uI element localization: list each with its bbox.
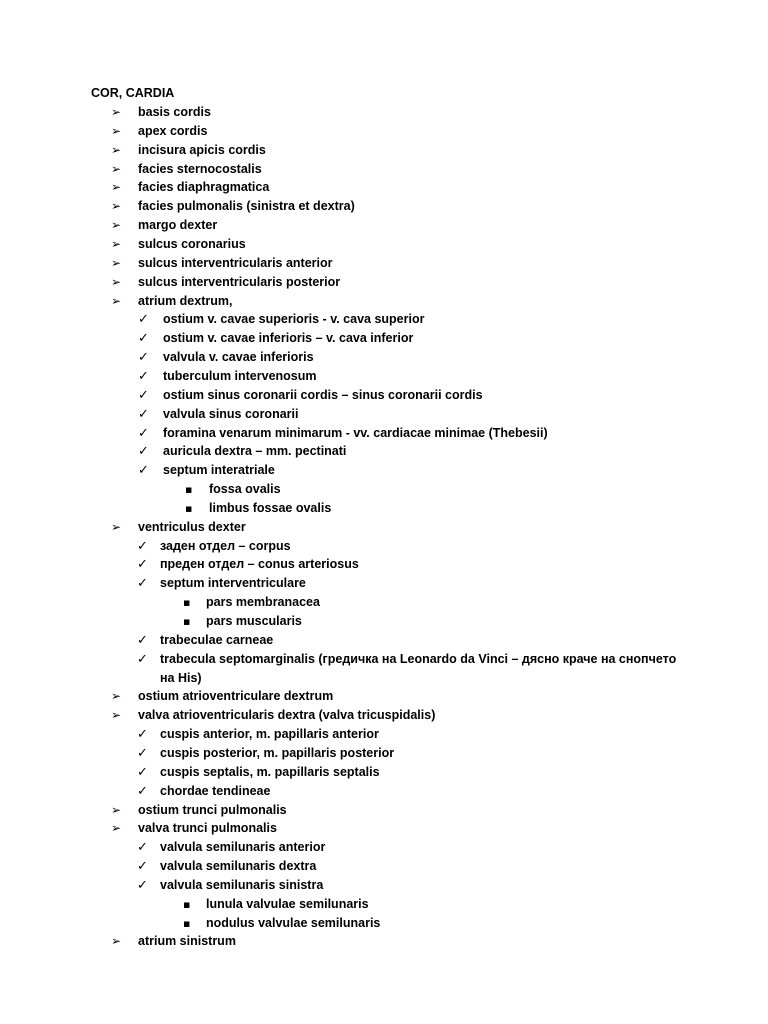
list-item [0,687,768,706]
list-item-text: margo dexter [138,218,218,233]
arrow-bullet-icon: ➢ [111,519,122,534]
list-item-text: lunula valvulae semilunaris [206,896,369,911]
checkmark-icon: ✓ [137,745,148,761]
arrow-bullet-icon: ➢ [111,218,122,233]
list-item [0,706,768,725]
list-item [0,480,768,499]
list-item-text: fossa ovalis [209,482,281,496]
list-item-text: valvula v. cavae inferioris [163,350,314,365]
arrow-bullet-icon: ➢ [111,274,122,289]
list-item-text: atrium dextrum, [138,293,233,308]
list-item [0,895,768,914]
list-item-text: valvula sinus coronarii [163,406,299,421]
list-item-text: pars muscularis [206,614,302,628]
list-item [0,593,768,612]
checkmark-icon: ✓ [137,576,148,592]
checkmark-icon: ✓ [137,877,148,893]
list-item [0,782,768,801]
list-item-text: tuberculum intervenosum [163,368,317,383]
list-item [0,254,768,273]
list-item-text: valvula semilunaris dextra [160,859,317,873]
checkmark-icon: ✓ [138,368,149,384]
list-item-text: trabeculae carneae [160,632,274,647]
list-item [0,442,768,461]
list-item [0,574,768,593]
arrow-bullet-icon: ➢ [111,689,122,704]
list-item-text: limbus fossae ovalis [209,500,332,515]
list-item [0,801,768,820]
title-text: COR, CARDIA [91,86,175,100]
list-item [0,499,768,518]
list-item-text: ostium trunci pulmonalis [138,802,287,817]
checkmark-icon: ✓ [138,425,149,441]
list-item [0,329,768,348]
checkmark-icon: ✓ [137,840,148,856]
arrow-bullet-icon: ➢ [111,180,122,195]
checkmark-icon: ✓ [138,312,149,328]
list-item-text: foramina venarum minimarum - vv. cardiacae minimae (Thebesii) [163,425,548,440]
list-item [0,857,768,876]
list-item-text: valva atrioventricularis dextra (valva tricuspidalis) [138,708,436,723]
checkmark-icon: ✓ [138,463,149,479]
list-item [0,555,768,574]
list-item-text: nodulus valvulae semilunaris [206,915,381,930]
square-bullet-icon: ▪ [185,501,193,515]
list-item-text: trabecula septomarginalis (гредичка на Leonardo da Vinci – дясно краче на снопчето [160,651,677,666]
checkmark-icon: ✓ [137,632,148,648]
list-item [0,310,768,329]
list-item-text: valvula semilunaris sinistra [160,877,324,892]
list-item-text: facies pulmonalis (sinistra et dextra) [138,199,355,214]
checkmark-icon: ✓ [137,651,148,667]
list-item-text: sulcus coronarius [138,237,246,251]
checkmark-icon: ✓ [138,406,149,422]
list-item-text: ventriculus dexter [138,519,246,534]
list-item [0,631,768,650]
list-item-text: auricula dextra – mm. pectinati [163,444,347,459]
list-item-text: преден отдел – conus arteriosus [160,557,359,572]
list-item [0,160,768,179]
arrow-bullet-icon: ➢ [111,123,122,138]
list-item [0,669,768,688]
arrow-bullet-icon: ➢ [111,821,122,836]
list-item-text: заден отдел – corpus [160,538,291,553]
list-item-text: septum interatriale [163,463,275,478]
list-item [0,348,768,367]
checkmark-icon: ✓ [137,783,148,799]
list-item [0,537,768,556]
list-item-text: septum interventriculare [160,576,306,591]
list-item-text: facies sternocostalis [138,161,262,176]
list-item [0,197,768,216]
checkmark-icon: ✓ [137,764,148,780]
list-item [0,367,768,386]
list-item-text: ostium v. cavae superioris - v. cava superior [163,312,425,327]
list-item [0,386,768,405]
square-bullet-icon: ▪ [183,897,191,911]
arrow-bullet-icon: ➢ [111,161,122,176]
checkmark-icon: ✓ [138,331,149,347]
list-item [0,122,768,141]
list-item [0,461,768,480]
list-item [0,914,768,933]
list-item-text: atrium sinistrum [138,934,236,949]
list-item-text: chordae tendineae [160,783,271,798]
list-item [0,725,768,744]
arrow-bullet-icon: ➢ [111,802,122,817]
square-bullet-icon: ▪ [183,615,191,628]
list-item [0,819,768,838]
list-item [0,838,768,857]
checkmark-icon: ✓ [137,538,148,554]
square-bullet-icon: ▪ [183,916,191,930]
list-item-text: ostium sinus coronarii cordis – sinus coronarii cordis [163,387,483,402]
list-item [0,744,768,763]
list-item [0,424,768,443]
page-title [0,84,768,103]
checkmark-icon: ✓ [138,387,149,403]
list-item-text: incisura apicis cordis [138,142,266,157]
arrow-bullet-icon: ➢ [111,199,122,214]
list-item [0,216,768,235]
list-item-text: pars membranacea [206,595,320,610]
list-item [0,518,768,537]
arrow-bullet-icon: ➢ [111,142,122,157]
list-item [0,932,768,951]
arrow-bullet-icon: ➢ [111,105,122,119]
list-item [0,235,768,254]
list-item [0,273,768,292]
list-item [0,612,768,631]
list-item [0,405,768,424]
list-item [0,292,768,311]
list-item-text: cuspis posterior, m. papillaris posterior [160,745,395,760]
list-item [0,876,768,895]
arrow-bullet-icon: ➢ [111,934,122,949]
list-item-text: на His) [160,670,202,685]
checkmark-icon: ✓ [138,350,149,366]
list-item-text: facies diaphragmatica [138,180,270,195]
square-bullet-icon: ▪ [185,483,193,496]
list-item [0,141,768,160]
checkmark-icon: ✓ [137,557,148,573]
list-item-text: cuspis anterior, m. papillaris anterior [160,727,379,742]
list-item-text: valva trunci pulmonalis [138,821,277,836]
list-item [0,650,768,669]
list-item [0,103,768,122]
list-item-text: cuspis septalis, m. papillaris septalis [160,764,380,779]
arrow-bullet-icon: ➢ [111,293,122,308]
list-item-text: basis cordis [138,105,211,119]
arrow-bullet-icon: ➢ [111,237,122,251]
arrow-bullet-icon: ➢ [111,255,122,270]
list-item-text: ostium v. cavae inferioris – v. cava inferior [163,331,414,346]
list-item-text: sulcus interventricularis posterior [138,274,341,289]
checkmark-icon: ✓ [137,727,148,743]
list-item [0,178,768,197]
list-item-text: apex cordis [138,123,208,138]
checkmark-icon: ✓ [137,859,148,874]
arrow-bullet-icon: ➢ [111,708,122,723]
list-item-text: valvula semilunaris anterior [160,840,326,855]
list-item-text: ostium atrioventriculare dextrum [138,689,334,704]
checkmark-icon: ✓ [138,444,149,460]
square-bullet-icon: ▪ [183,596,191,610]
list-item-text: sulcus interventricularis anterior [138,255,333,270]
list-item [0,763,768,782]
